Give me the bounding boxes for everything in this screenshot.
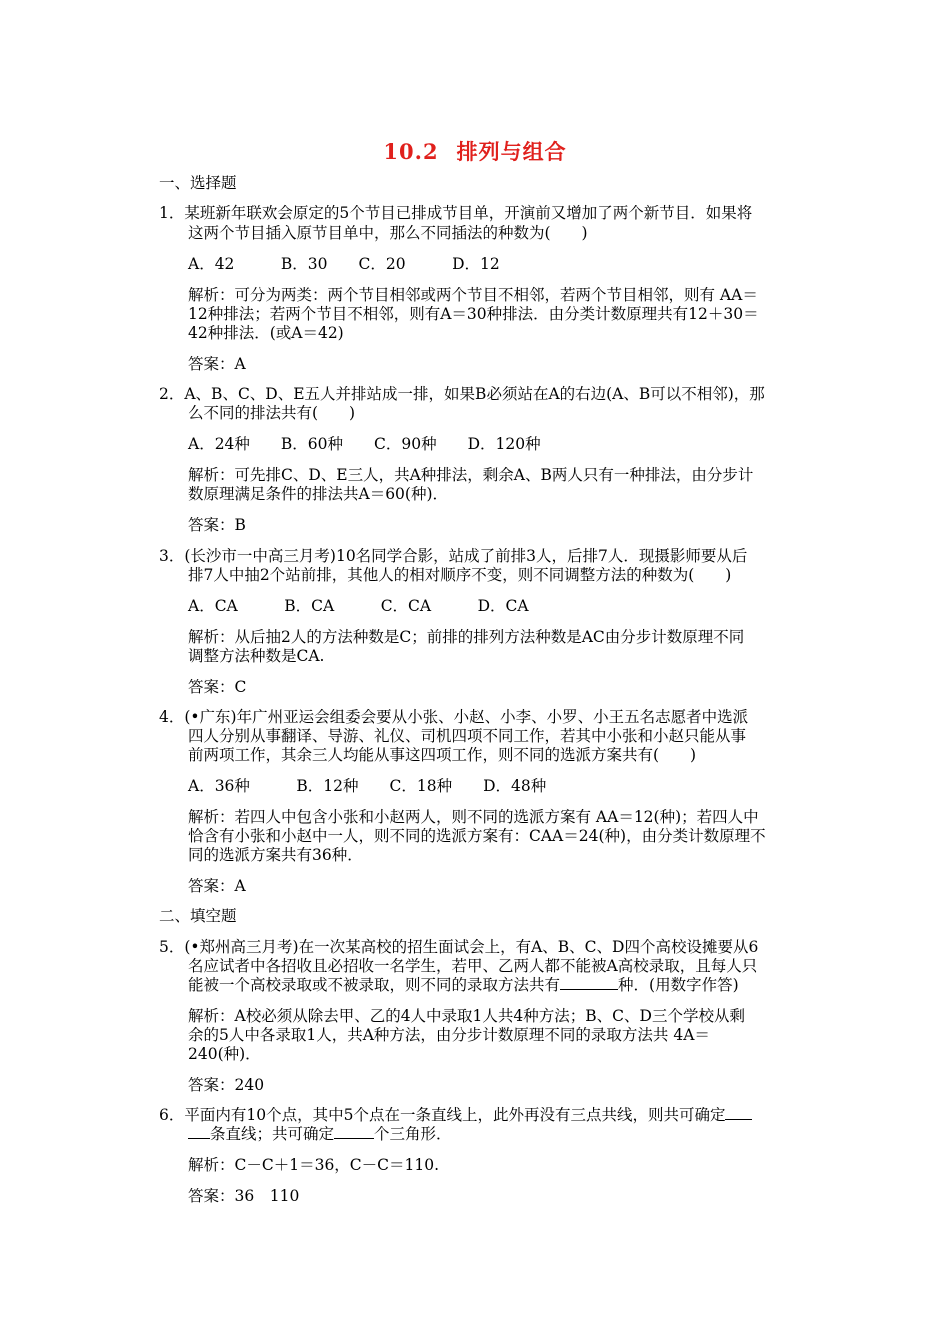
question-1-analysis-2: 12种排法；若两个节目不相邻，则有A＝30种排法．由分类计数原理共有12＋30＝: [188, 305, 759, 323]
question-1-options: A．42 B．30 C．20 D．12: [188, 255, 500, 273]
question-3-answer: 答案：C: [188, 678, 247, 696]
question-6-answer: 答案：36 110: [188, 1187, 300, 1205]
question-3-analysis-2: 调整方法种数是CA.: [188, 647, 325, 665]
question-2-options: A．24种 B．60种 C．90种 D．120种: [188, 435, 541, 453]
question-4-analysis-1: 解析：若四人中包含小张和小赵两人，则不同的选派方案有 AA＝12(种)；若四人中: [188, 808, 759, 826]
question-5-analysis-2: 余的5人中各录取1人，共A种方法，由分步计数原理不同的录取方法共 4A＝: [188, 1026, 710, 1044]
question-4-line-1: 4．(•广东)年广州亚运会组委会要从小张、小赵、小李、小罗、小王五名志愿者中选派: [159, 708, 749, 726]
answer-blank: [725, 1105, 752, 1120]
question-5-line-3-start: 能被一个高校录取或不被录取，则不同的录取方法共有: [188, 976, 561, 994]
question-6-line-2: [188, 1124, 452, 1144]
answer-blank: [334, 1124, 374, 1139]
page-title: [0, 136, 950, 166]
answer-blank: [188, 1124, 210, 1139]
question-4-answer: 答案：A: [188, 877, 246, 895]
question-1-line-1: 1．某班新年联欢会原定的5个节目已排成节目单，开演前又增加了两个新节目．如果将: [159, 204, 753, 222]
question-3-line-2: 排7人中抽2个站前排，其他人的相对顺序不变，则不同调整方法的种数为( ): [188, 566, 732, 584]
question-2-answer: 答案：B: [188, 516, 246, 534]
question-5-analysis-1: 解析：A校必须从除去甲、乙的4人中录取1人共4种方法；B、C、D三个学校从剩: [188, 1007, 745, 1025]
question-1-analysis-3: 42种排法．(或A＝42): [188, 324, 344, 342]
question-3-analysis-1: 解析：从后抽2人的方法种数是C；前排的排列方法种数是AC由分步计数原理不同: [188, 628, 745, 646]
question-4-analysis-2: 恰含有小张和小赵中一人，则不同的选派方案有：CAA＝24(种)，由分类计数原理不: [188, 827, 766, 845]
question-4-line-2: 四人分别从事翻译、导游、礼仪、司机四项不同工作，若其中小张和小赵只能从事: [188, 727, 747, 745]
question-3-line-1: 3．(长沙市一中高三月考)10名同学合影，站成了前排3人，后排7人．现摄影师要从后: [159, 547, 748, 565]
question-6-line-1-text: 6．平面内有10个点，其中5个点在一条直线上，此外再没有三点共线，则共可确定: [159, 1106, 726, 1124]
question-5-analysis-3: 240(种)．: [188, 1045, 261, 1063]
section-heading-choice: 一、选择题: [159, 174, 237, 192]
question-5-line-1: 5．(•郑州高三月考)在一次某高校的招生面试会上，有A、B、C、D四个高校设摊要从6: [159, 938, 759, 956]
question-2-line-1: 2．A、B、C、D、E五人并排站成一排，如果B必须站在A的右边(A、B可以不相邻)，那: [159, 385, 765, 403]
question-1-line-2: 这两个节目插入原节目单中，那么不同插法的种数为( ): [188, 224, 588, 242]
question-6-line-2-start: 条直线；共可确定: [210, 1125, 335, 1143]
question-4-analysis-3: 同的选派方案共有36种．: [188, 846, 363, 864]
title-number: 10.2: [383, 139, 439, 164]
answer-blank: [560, 975, 618, 990]
question-4-options: A．36种 B．12种 C．18种 D．48种: [188, 777, 547, 795]
question-2-analysis-1: 解析：可先排C、D、E三人，共A种排法，剩余A、B两人只有一种排法，由分步计: [188, 466, 754, 484]
question-1-answer: 答案：A: [188, 355, 246, 373]
question-5-line-2: 名应试者中各招收且必招收一名学生，若甲、乙两人都不能被A高校录取，且每人只: [188, 957, 758, 975]
question-5-line-3: [188, 975, 739, 995]
title-text: 排列与组合: [456, 139, 567, 164]
question-2-line-2: 么不同的排法共有( ): [188, 404, 356, 422]
question-6-analysis: 解析：C－C＋1＝36，C－C＝110.: [188, 1156, 440, 1174]
question-1-analysis-1: 解析：可分为两类：两个节目相邻或两个节目不相邻，若两个节目相邻，则有 AA＝: [188, 286, 758, 304]
question-5-line-3-end: 种．(用数字作答): [618, 976, 739, 994]
section-heading-fill: 二、填空题: [159, 907, 237, 925]
question-6-line-1: [159, 1105, 752, 1125]
question-2-analysis-2: 数原理满足条件的排法共A＝60(种)．: [188, 485, 449, 503]
question-3-options: A．CA B．CA C．CA D．CA: [188, 597, 529, 615]
question-4-line-3: 前两项工作，其余三人均能从事这四项工作，则不同的选派方案共有( ): [188, 746, 697, 764]
question-6-line-2-end: 个三角形．: [374, 1125, 452, 1143]
question-5-answer: 答案：240: [188, 1076, 265, 1094]
